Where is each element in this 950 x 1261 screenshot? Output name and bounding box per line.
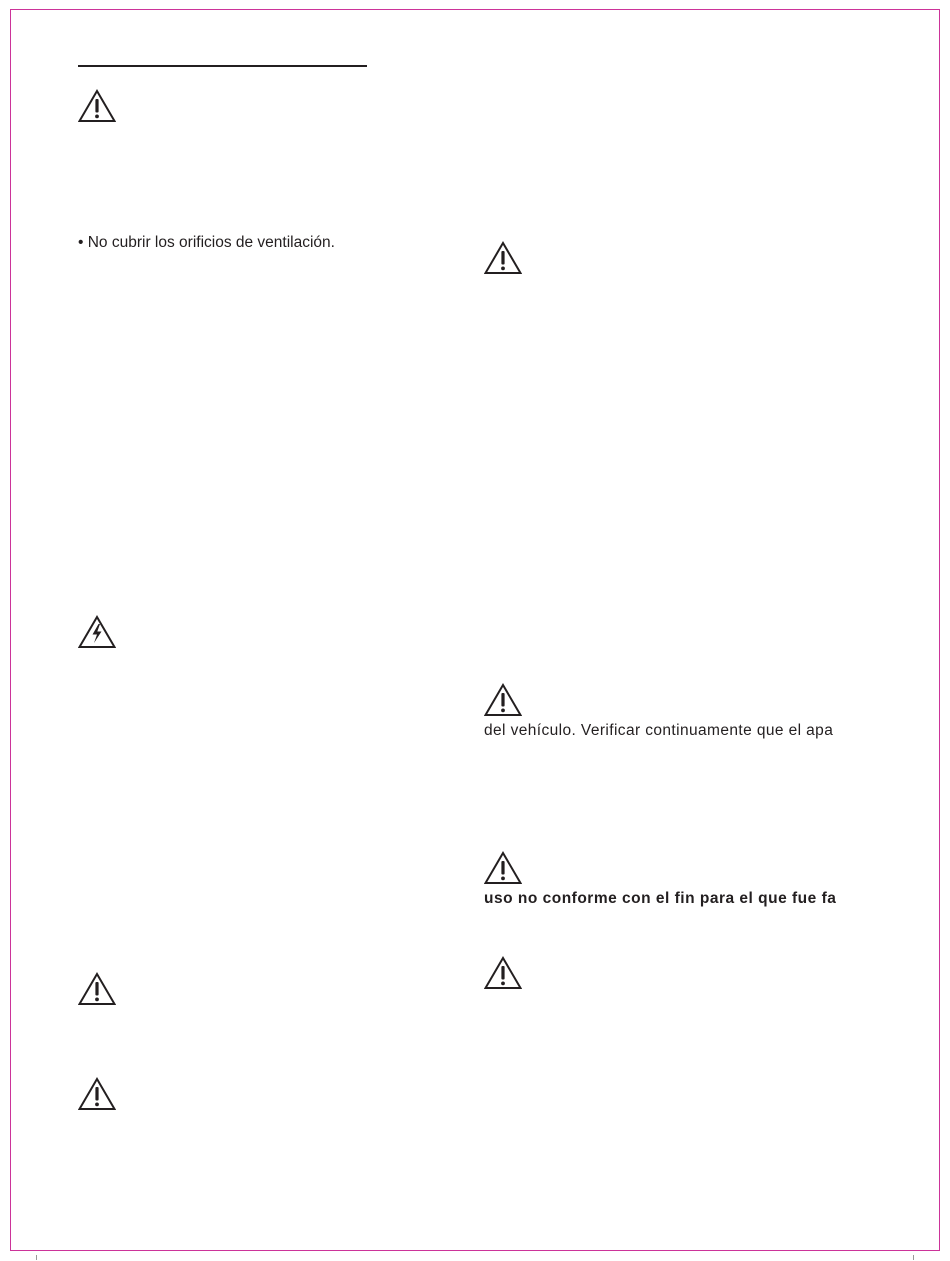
warning-triangle-icon	[484, 851, 522, 885]
warning-triangle-icon	[78, 89, 116, 123]
header-rule	[78, 65, 367, 67]
page-frame	[10, 9, 940, 1251]
electric-shock-icon	[78, 615, 116, 649]
crop-mark	[36, 1255, 37, 1260]
warning-triangle-icon	[484, 956, 522, 990]
crop-mark	[913, 1255, 914, 1260]
warning-triangle-icon	[484, 241, 522, 275]
warning-triangle-icon	[78, 972, 116, 1006]
warning-triangle-icon	[78, 1077, 116, 1111]
warning-triangle-icon	[484, 683, 522, 717]
misuse-note: uso no conforme con el fin para el que fue fa	[484, 890, 837, 907]
ventilation-note: • No cubrir los orificios de ventilación.	[78, 234, 335, 251]
vehicle-note: del vehículo. Verificar continuamente que el apa	[484, 722, 834, 739]
